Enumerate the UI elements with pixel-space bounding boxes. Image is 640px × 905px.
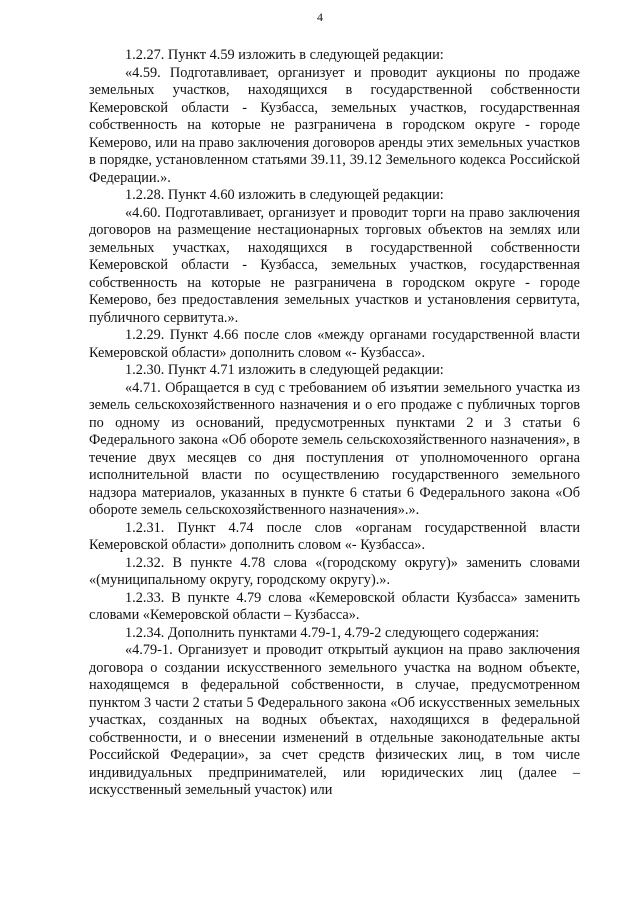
paragraph-1-2-34: 1.2.34. Дополнить пунктами 4.79-1, 4.79-2 следующего содержания: [125,624,540,641]
page-number: 4 [317,10,323,24]
paragraph-1-2-33: 1.2.33. В пункте 4.79 слова «Кемеровской области Кузбасса» заменить словами «Кемеровской области – Кузбасса». [89,589,580,623]
paragraph-1-2-27: 1.2.27. Пункт 4.59 изложить в следующей редакции: [125,47,444,63]
paragraph-1-2-30: 1.2.30. Пункт 4.71 изложить в следующей редакции: [125,362,444,378]
document-body [89,47,580,800]
paragraph-4-60-text: «4.60. Подготавливает, организует и проводит торги на право заключения договоров на размещение нестационарных торговых объектов на землях или земельных участках, находящихся в государственной собственности Кемеровской области - Кузбасса, земельных участков, государственная собственность на которые не разграничена в городском округе - городе Кемерово, без предоставления земельных участков и установления сервитута, публичного сервитута.». [89,204,580,326]
paragraph-4-79-1-text: «4.79-1. Организует и проводит открытый аукцион на право заключения договора о создании искусственного земельного участка на водном объекте, находящемся в федеральной собственности, в случае, предусмотренном пунктом 3 части 2 статьи 5 Федерального закона «Об искусственных земельных участках, созданных на водных объектах, находящихся в федеральной собственности, и о внесении изменений в отдельные законодательные акты Российской Федерации», за счет средств физических лиц, в том числе индивидуальных предпринимателей, или юридических лиц (далее – искусственный земельный участок) или [89,642,580,798]
paragraph-1-2-32: 1.2.32. В пункте 4.78 слова «(городскому округу)» заменить словами «(муниципальному округу, городскому округу).». [89,554,580,588]
paragraph-1-2-31: 1.2.31. Пункт 4.74 после слов «органам государственной власти Кемеровской области» дополнить словом «- Кузбасса». [89,519,580,553]
paragraph-1-2-28: 1.2.28. Пункт 4.60 изложить в следующей редакции: [125,187,444,203]
paragraph-1-2-29: 1.2.29. Пункт 4.66 после слов «между органами государственной власти Кемеровской области» дополнить словом «- Кузбасса». [89,327,580,361]
paragraph-4-71-text: «4.71. Обращается в суд с требованием об изъятии земельного участка из земель сельскохозяйственного назначения и о его продаже с публичных торгов по одному из оснований, предусмотренных пунктами 2 и 3 статьи 6 Федерального закона «Об обороте земель сельскохозяйственного назначения», в течение двух месяцев со дня поступления от уполномоченного органа исполнительной власти по осуществлению государственного земельного надзора материалов, указанных в пункте 6 статьи 6 Федерального закона «Об обороте земель сельскохозяйственного назначения».». [89,379,580,518]
paragraph-4-59-text: «4.59. Подготавливает, организует и проводит аукционы по продаже земельных участков, находящихся в государственной собственности Кемеровской области - Кузбасса, земельных участков, государственная собственность на которые не разграничена в городском округе - городе Кемерово, или на право заключения договоров аренды этих земельных участков в порядке, установленном статьями 39.11, 39.12 Земельного кодекса Российской Федерации.». [89,64,580,186]
